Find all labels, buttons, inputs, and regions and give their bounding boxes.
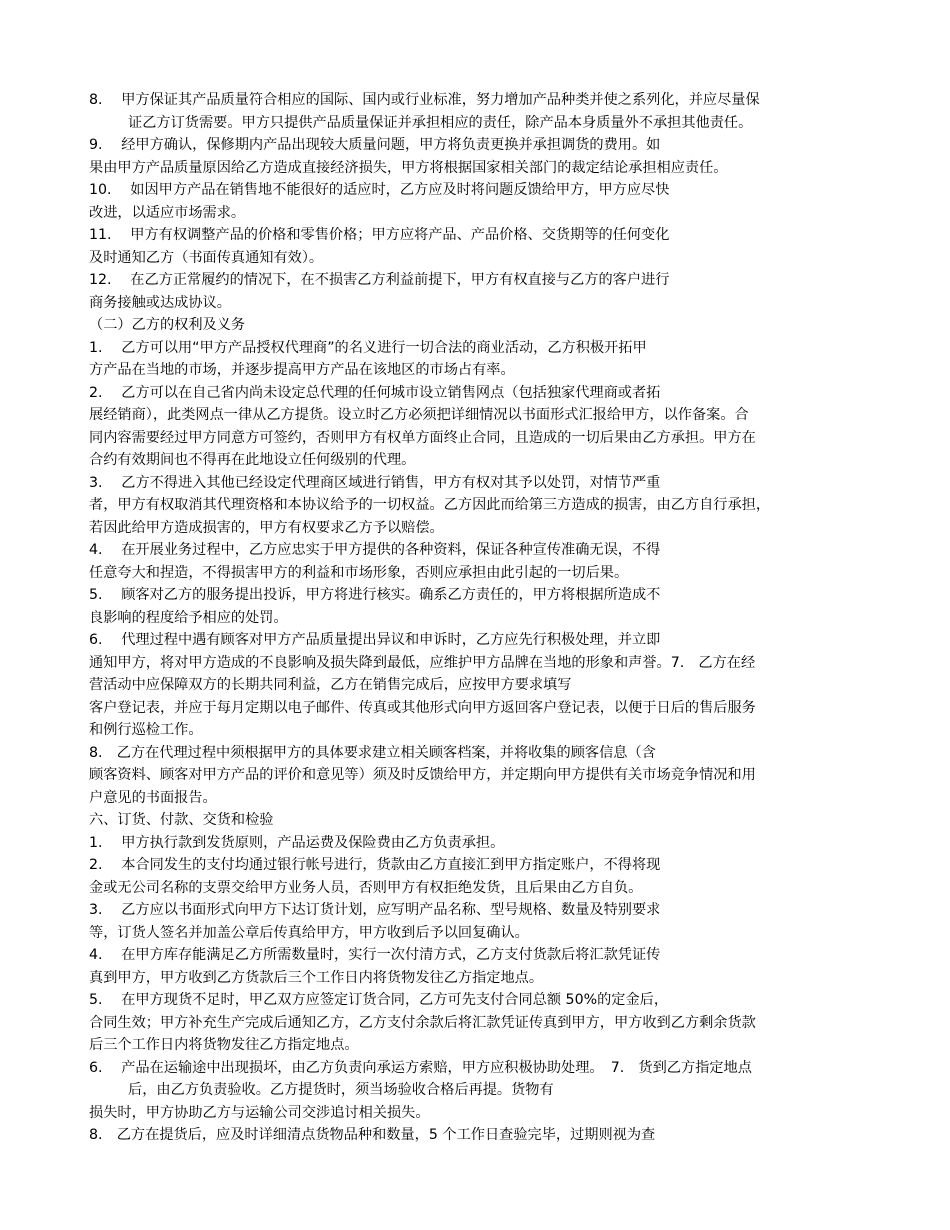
text-line: 损失时，甲方协助乙方与运输公司交涉追讨相关损失。	[89, 1105, 430, 1121]
text-line: 商务接触或达成协议。	[89, 295, 231, 311]
text-line: 6. 产品在运输途中出现损坏，由乙方负责向承运方索赔，甲方应积极协助处理。 7. 货到乙方指定地点	[89, 1060, 752, 1076]
text-line: 果由甲方产品质量原因给乙方造成直接经济损失，甲方将根据国家相关部门的裁定结论承担相应责任。	[89, 160, 728, 176]
text-line: 营活动中应保障双方的长期共同利益，乙方在销售完成后，应按甲方要求填写	[89, 677, 572, 693]
text-line: 任意夸大和捏造，不得损害甲方的利益和市场形象，否则应承担由此引起的一切后果。	[89, 565, 629, 581]
text-line: 8. 甲方保证其产品质量符合相应的国际、国内或行业标准，努力增加产品种类并使之系列化，并应尽量保	[89, 92, 760, 108]
text-line: 和例行巡检工作。	[89, 722, 203, 738]
text-line: 8. 乙方在提货后，应及时详细清点货物品种和数量，5 个工作日查验完毕，过期则视为查	[89, 1127, 656, 1143]
text-line: 良影响的程度给予相应的处罚。	[89, 610, 288, 626]
text-line: 1. 甲方执行款到发货原则，产品运费及保险费由乙方负责承担。	[89, 835, 505, 851]
text-line: 改进，以适应市场需求。	[89, 205, 246, 221]
text-line: 同内容需要经过甲方同意方可签约，否则甲方有权单方面终止合同，且造成的一切后果由乙方承担。甲方在	[89, 430, 756, 446]
text-line: 3. 乙方应以书面形式向甲方下达订货计划，应写明产品名称、型号规格、数量及特别要求	[89, 902, 661, 918]
text-line: 5. 在甲方现货不足时，甲乙双方应签定订货合同，乙方可先支付合同总额 50%的定金后，	[89, 992, 669, 1008]
text-line: 顾客资料、顾客对甲方产品的评价和意见等）须及时反馈给甲方，并定期向甲方提供有关市场竞争情况和用	[89, 767, 756, 783]
text-line: 4. 在开展业务过程中，乙方应忠实于甲方提供的各种资料，保证各种宣传准确无误，不得	[89, 542, 661, 558]
text-line: 者，甲方有权取消其代理资格和本协议给予的一切权益。乙方因此而给第三方造成的损害，由乙方自行承担，	[89, 497, 771, 513]
text-line: 及时通知乙方（书面传真通知有效）。	[89, 250, 324, 266]
text-line: 若因此给甲方造成损害的，甲方有权要求乙方予以赔偿。	[89, 520, 444, 536]
text-line: 8. 乙方在代理过程中须根据甲方的具体要求建立相关顾客档案，并将收集的顾客信息（含	[89, 745, 656, 761]
text-line: 5. 顾客对乙方的服务提出投诉，甲方将进行核实。确系乙方责任的，甲方将根据所造成不	[89, 587, 661, 603]
text-line: 合约有效期间也不得再在此地设立任何级别的代理。	[89, 452, 416, 468]
text-line: 2. 本合同发生的支付均通过银行帐号进行，货款由乙方直接汇到甲方指定账户，不得将现	[89, 857, 661, 873]
text-line: 4. 在甲方库存能满足乙方所需数量时，实行一次付清方式，乙方支付货款后将汇款凭证传	[89, 947, 661, 963]
text-line: 9. 经甲方确认，保修期内产品出现较大质量问题，甲方将负责更换并承担调货的费用。如	[89, 137, 661, 153]
text-line: 后，由乙方负责验收。乙方提货时，须当场验收合格后再提。货物有	[128, 1082, 554, 1098]
text-line: 2. 乙方可以在自己省内尚未设定总代理的任何城市设立销售网点（包括独家代理商或者拓	[89, 385, 661, 401]
text-line: 通知甲方，将对甲方造成的不良影响及损失降到最低，应维护甲方品牌在当地的形象和声誉。7. 乙方在经	[89, 655, 756, 671]
text-line: 客户登记表，并应于每月定期以电子邮件、传真或其他形式向甲方返回客户登记表，以便于日后的售后服务	[89, 700, 756, 716]
text-line: 3. 乙方不得进入其他已经设定代理商区域进行销售，甲方有权对其予以处罚，对情节严重	[89, 475, 661, 491]
text-line: 12. 在乙方正常履约的情况下，在不损害乙方利益前提下，甲方有权直接与乙方的客户进行	[89, 272, 670, 288]
text-line: 方产品在当地的市场，并逐步提高甲方产品在该地区的市场占有率。	[89, 362, 515, 378]
text-line: 后三个工作日内将货物发往乙方指定地点。	[89, 1037, 359, 1053]
text-line: 等，订货人签名并加盖公章后传真给甲方，甲方收到后予以回复确认。	[89, 925, 529, 941]
text-line: 金或无公司名称的支票交给甲方业务人员，否则甲方有权拒绝发货，且后果由乙方自负。	[89, 880, 643, 896]
section-heading: 六、订货、付款、交货和检验	[89, 812, 274, 828]
text-line: 10. 如因甲方产品在销售地不能很好的适应时，乙方应及时将问题反馈给甲方，甲方应尽快	[89, 182, 670, 198]
text-line: 6. 代理过程中遇有顾客对甲方产品质量提出异议和申诉时，乙方应先行积极处理，并立即	[89, 632, 661, 648]
text-line: 11. 甲方有权调整产品的价格和零售价格；甲方应将产品、产品价格、交货期等的任何变化	[89, 227, 670, 243]
text-line: 证乙方订货需要。甲方只提供产品质量保证并承担相应的责任，除产品本身质量外不承担其他责任。	[128, 115, 753, 131]
text-line: 真到甲方，甲方收到乙方货款后三个工作日内将货物发往乙方指定地点。	[89, 970, 544, 986]
text-line: 合同生效；甲方补充生产完成后通知乙方，乙方支付余款后将汇款凭证传真到甲方，甲方收到乙方剩余货款	[89, 1015, 756, 1031]
text-line: 户意见的书面报告。	[89, 790, 217, 806]
text-line: 展经销商），此类网点一律从乙方提货。设立时乙方必须把详细情况以书面形式汇报给甲方，以作备案。合	[89, 407, 749, 423]
section-heading: （二）乙方的权利及义务	[89, 317, 246, 333]
text-line: 1. 乙方可以用“甲方产品授权代理商”的名义进行一切合法的商业活动，乙方积极开拓甲	[89, 340, 647, 356]
